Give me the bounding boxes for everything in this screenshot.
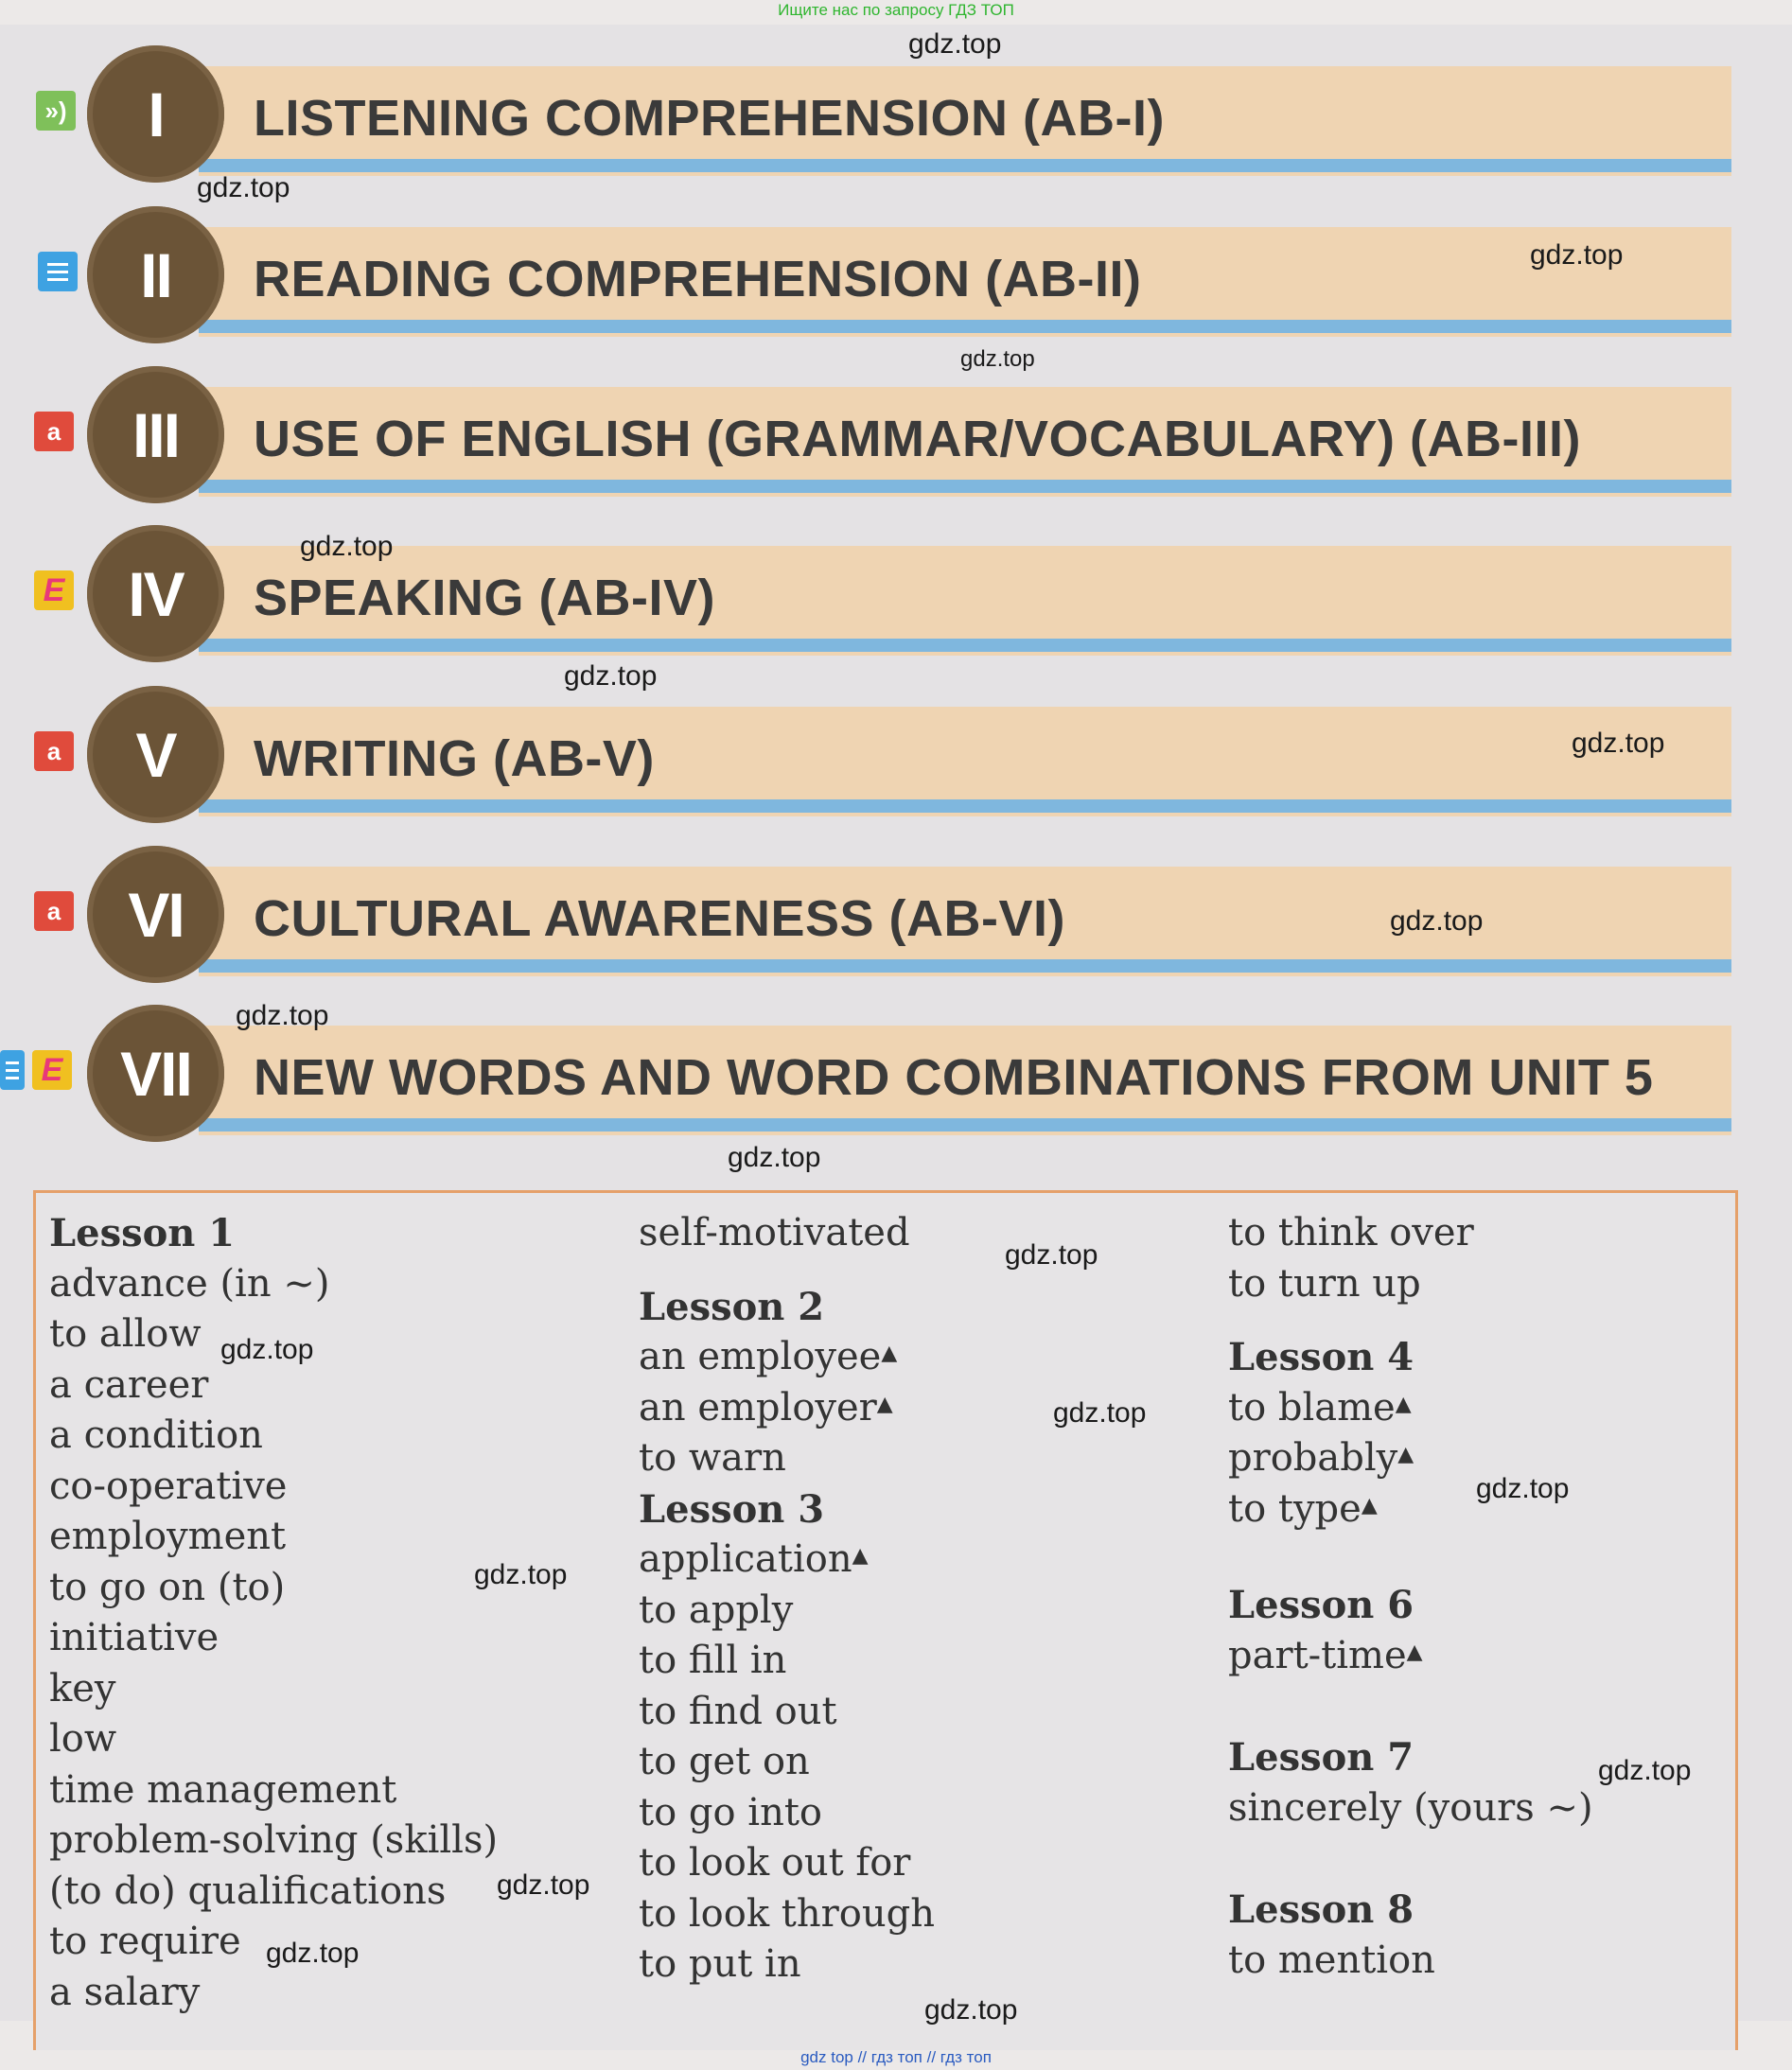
word-item: to warn	[639, 1436, 786, 1480]
section-title: CULTURAL AWARENESS (AB-VI)	[254, 890, 1065, 947]
watermark-text: gdz.top	[728, 1142, 821, 1173]
word-item: sincerely (yours ~)	[1228, 1785, 1593, 1830]
lesson-heading: Lesson 4	[1228, 1335, 1414, 1379]
watermark-text: gdz.top	[197, 172, 290, 203]
watermark-text: gdz.top	[474, 1559, 568, 1590]
section-listening	[0, 36, 1792, 187]
word-item: part-time▲	[1228, 1633, 1423, 1677]
word-item: co-operative	[49, 1464, 288, 1508]
lesson-heading: Lesson 6	[1228, 1583, 1414, 1627]
pen-icon: a	[34, 891, 74, 931]
section-title: NEW WORDS AND WORD COMBINATIONS FROM UNIT 5	[254, 1049, 1654, 1106]
word-item: to fill in	[639, 1639, 787, 1682]
watermark-text: gdz.top	[1598, 1755, 1692, 1786]
section-stripe	[199, 480, 1731, 493]
word-item: application▲	[639, 1537, 869, 1581]
section-writing	[0, 676, 1792, 828]
watermark-text: gdz.top	[266, 1938, 360, 1969]
section-numeral: II	[87, 206, 224, 343]
english-icon: E	[32, 1050, 72, 1090]
word-item: to look out for	[639, 1841, 911, 1885]
lesson-heading: Lesson 8	[1228, 1887, 1414, 1932]
section-title: USE OF ENGLISH (GRAMMAR/VOCABULARY) (AB-III)	[254, 411, 1581, 467]
new-word-marker-icon: ▲	[1406, 1640, 1423, 1664]
lesson-heading: Lesson 7	[1228, 1735, 1414, 1780]
section-numeral: V	[87, 686, 224, 823]
word-column-2	[639, 1208, 935, 1991]
section-title: SPEAKING (AB-IV)	[254, 570, 716, 626]
section-stripe	[199, 799, 1731, 813]
word-item: to look through	[639, 1891, 935, 1936]
new-word-marker-icon: ▲	[876, 1392, 893, 1416]
word-item: self-motivated	[639, 1211, 910, 1254]
listening-icon: »)	[36, 91, 76, 131]
watermark-text: gdz.top	[1005, 1239, 1098, 1271]
word-item: a condition	[49, 1413, 263, 1457]
watermark-text: gdz.top	[1390, 905, 1484, 937]
word-item: to go on (to)	[49, 1565, 286, 1609]
section-numeral: IV	[87, 525, 224, 662]
word-item: to get on	[639, 1740, 810, 1783]
section-use-of-english	[0, 357, 1792, 508]
word-item: a career	[49, 1362, 209, 1407]
section-stripe	[199, 1118, 1731, 1131]
word-item: problem-solving (skills)	[49, 1818, 499, 1862]
watermark-text: gdz.top	[960, 346, 1035, 372]
word-item: time management	[49, 1767, 397, 1812]
section-numeral: VII	[87, 1005, 224, 1142]
watermark-text: gdz.top	[220, 1334, 314, 1365]
watermark-text: gdz.top	[300, 531, 394, 562]
new-word-marker-icon: ▲	[1361, 1493, 1378, 1517]
word-item: to type▲	[1228, 1486, 1378, 1531]
section-numeral: I	[87, 45, 224, 183]
word-item: to apply	[639, 1588, 794, 1632]
word-item: to blame▲	[1228, 1385, 1412, 1430]
word-item: a salary	[49, 1970, 201, 2014]
section-stripe	[199, 959, 1731, 973]
watermark-text: gdz.top	[1053, 1397, 1147, 1429]
section-title: READING COMPREHENSION (AB-II)	[254, 251, 1142, 307]
watermark-text: gdz.top	[497, 1869, 590, 1901]
bottom-banner-note: gdz top // гдз топ // гдз топ	[800, 2048, 992, 2066]
word-item: to go into	[639, 1790, 822, 1834]
word-item: low	[49, 1717, 117, 1761]
section-cultural-awareness	[0, 836, 1792, 988]
section-reading	[0, 197, 1792, 348]
reading-icon	[38, 252, 78, 291]
word-item: an employee▲	[639, 1335, 898, 1378]
word-item: (to do) qualifications	[49, 1868, 447, 1913]
word-item: initiative	[49, 1616, 220, 1659]
word-item: to put in	[639, 1942, 801, 1986]
word-item: to turn up	[1228, 1261, 1421, 1306]
section-title: LISTENING COMPREHENSION (AB-I)	[254, 90, 1166, 147]
english-icon: E	[34, 570, 74, 610]
section-stripe	[199, 159, 1731, 172]
word-item: probably▲	[1228, 1436, 1414, 1480]
lesson-heading: Lesson 2	[639, 1284, 825, 1329]
word-item: advance (in ~)	[49, 1261, 330, 1306]
pen-icon: a	[34, 412, 74, 451]
section-title: WRITING (AB-V)	[254, 730, 655, 787]
section-numeral: VI	[87, 846, 224, 983]
word-item: to find out	[639, 1689, 837, 1733]
watermark-text: gdz.top	[236, 1000, 329, 1031]
pen-icon: a	[34, 731, 74, 771]
top-banner-note: Ищите нас по запросу ГДЗ ТОП	[778, 1, 1014, 19]
word-list-box	[33, 1190, 1738, 2050]
section-stripe	[199, 639, 1731, 652]
watermark-text: gdz.top	[564, 660, 658, 692]
word-item: to allow	[49, 1312, 202, 1356]
section-numeral: III	[87, 366, 224, 503]
watermark-text: gdz.top	[924, 1994, 1018, 2026]
watermark-text: gdz.top	[1476, 1473, 1570, 1504]
word-column-3	[1228, 1208, 1593, 1986]
new-word-marker-icon: ▲	[1395, 1392, 1412, 1416]
new-word-marker-icon: ▲	[852, 1544, 869, 1568]
reading-icon	[0, 1050, 25, 1090]
word-item: to mention	[1228, 1938, 1435, 1982]
new-word-marker-icon: ▲	[1397, 1443, 1414, 1466]
new-word-marker-icon: ▲	[881, 1342, 898, 1365]
section-speaking	[0, 516, 1792, 667]
word-item: to require	[49, 1920, 241, 1963]
word-item: to think over	[1228, 1211, 1474, 1254]
word-item: employment	[49, 1515, 287, 1558]
section-stripe	[199, 320, 1731, 333]
watermark-text: gdz.top	[1530, 239, 1624, 271]
word-item: key	[49, 1666, 116, 1710]
word-column-1	[49, 1208, 498, 2018]
watermark-text: gdz.top	[1572, 728, 1665, 759]
lesson-heading: Lesson 1	[49, 1211, 236, 1255]
word-item: an employer▲	[639, 1385, 893, 1430]
lesson-heading: Lesson 3	[639, 1486, 825, 1532]
watermark-text: gdz.top	[908, 28, 1002, 60]
